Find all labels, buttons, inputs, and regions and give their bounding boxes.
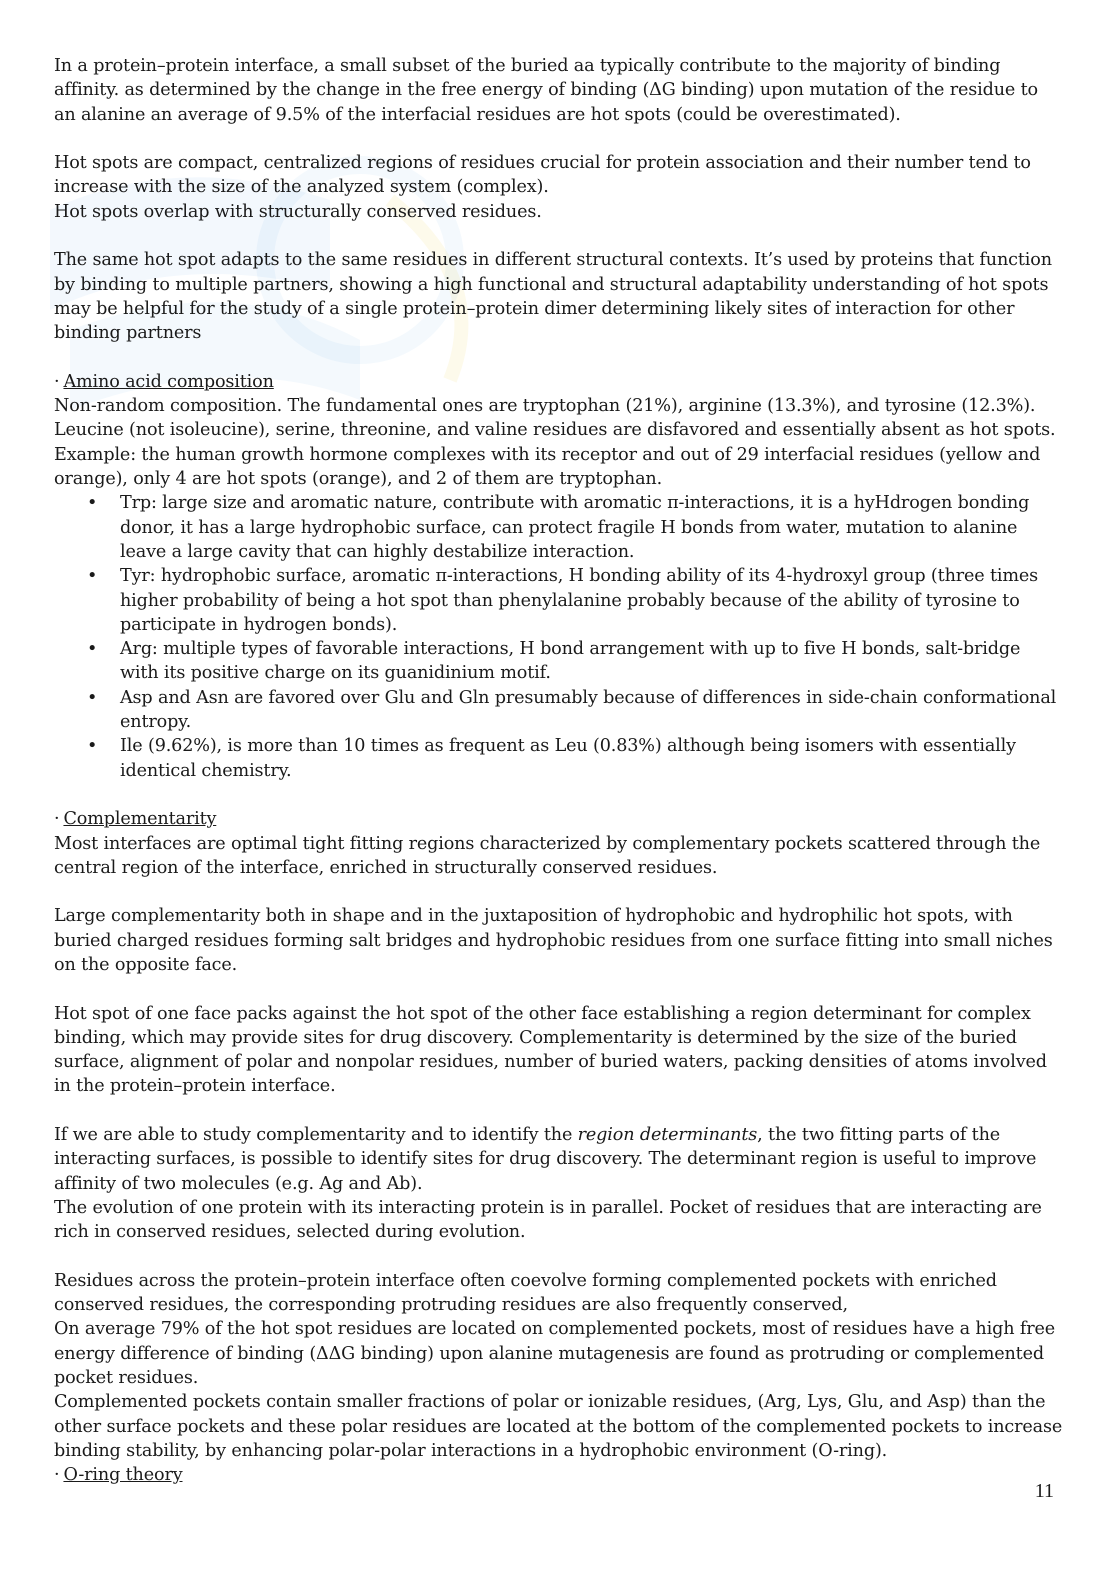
paragraph-hot-spot-conserved: Hot spots overlap with structurally conserved residues. xyxy=(54,201,542,222)
paragraph-disfavored: Leucine (not isoleucine), serine, threonine, and valine residues are disfavored and essentially absent as hot spots. xyxy=(54,420,1056,441)
section-heading-amino-acid-composition xyxy=(54,370,1064,394)
text-run: , the two fitting parts of the interacting surfaces, is possible to identify sites for drug discovery. The determinant region is useful to improve affinity of two molecules (e.g. Ag and Ab). xyxy=(54,1125,1037,1194)
amino-acid-list xyxy=(54,491,1064,783)
page-content xyxy=(54,54,1064,1488)
heading-bullet: · xyxy=(54,809,60,830)
list-item: • Arg: multiple types of favorable interactions, H bond arrangement with up to five H bonds, salt-bridge with its positive charge on its guanidinium motif. xyxy=(54,637,1064,686)
text-run: If we are able to study complementarity and to identify the xyxy=(54,1125,578,1146)
heading-text: Complementarity xyxy=(63,809,217,830)
list-item: • Tyr: hydrophobic surface, aromatic π-interactions, H bonding ability of its 4-hydroxyl group (three times higher probability of being a hot spot than phenylalanine probably because of the ability of tyrosine to participate in hydrogen bonds). xyxy=(54,564,1064,637)
paragraph-hot-spot-definition: In a protein–protein interface, a small subset of the buried aa typically contribute to the majority of binding affinity. as determined by the change in the free energy of binding (ΔG binding) upon mutation of the residue to an alanine an average of 9.5% of the interfacial residues are hot spots (could be overestimated). xyxy=(54,56,1038,125)
section-heading-complementarity xyxy=(54,807,1064,831)
paragraph-average-79: On average 79% of the hot spot residues are located on complemented pockets, most of residues have a high free energy difference of binding (ΔΔG binding) upon alanine mutagenesis are found as protruding or complemented pocket residues. xyxy=(54,1319,1055,1389)
emphasis-region-determinants: region determinants xyxy=(577,1125,758,1146)
list-item: • Trp: large size and aromatic nature, contribute with aromatic π-interactions, it is a hyHdrogen bonding donor, it has a large hydrophobic surface, can protect fragile H bonds from water, mutation to alanine leave a large cavity that can highly destabilize interaction. xyxy=(54,491,1064,564)
paragraph-hot-spot-packing: Hot spot of one face packs against the hot spot of the other face establishing a region determinant for complex binding, which may provide sites for drug discovery. Complementarity is determined by the size of the buried surface, alignment of polar and nonpolar residues, number of buried waters, packing densities of atoms involved in the protein–protein interface. xyxy=(54,1003,1047,1097)
paragraph-evolution: The evolution of one protein with its interacting protein is in parallel. Pocket of residues that are interacting are rich in conserved residues, selected during evolution. xyxy=(54,1197,1042,1243)
paragraph-region-determinants xyxy=(54,1123,1064,1196)
heading-text: O-ring theory xyxy=(63,1465,183,1486)
heading-text: Amino acid composition xyxy=(63,371,274,392)
paragraph-example: Example: the human growth hormone complexes with its receptor and out of 29 interfacial residues (yellow and orange), only 4 are hot spots (orange), and 2 of them are tryptophan. xyxy=(54,444,1041,490)
section-heading-o-ring-theory xyxy=(54,1463,1064,1487)
paragraph-composition: Non-random composition. The fundamental ones are tryptophan (21%), arginine (13.3%), and tyrosine (12.3%). xyxy=(54,396,1036,417)
heading-bullet: · xyxy=(54,1465,60,1486)
paragraph-coevolve: Residues across the protein–protein interface often coevolve forming complemented pockets with enriched conserved residues, the corresponding protruding residues are also frequently conserved, xyxy=(54,1270,997,1316)
paragraph-hot-spot-adapts: The same hot spot adapts to the same residues in different structural contexts. It’s used by proteins that function by binding to multiple partners, showing a high functional and structural adaptability understanding of hot spots may be helpful for the study of a single protein–protein dimer determining likely sites of interaction for other binding partners xyxy=(54,250,1052,344)
paragraph-hot-spot-compact: Hot spots are compact, centralized regions of residues crucial for protein association and their number tend to increase with the size of the analyzed system (complex). xyxy=(54,153,1031,198)
paragraph-optimal-fitting: Most interfaces are optimal tight fitting regions characterized by complementary pockets scattered through the central region of the interface, enriched in structurally conserved residues. xyxy=(54,833,1041,878)
list-item: • Ile (9.62%), is more than 10 times as frequent as Leu (0.83%) although being isomers with essentially identical chemistry. xyxy=(54,734,1064,783)
page-number: 11 xyxy=(1034,1480,1054,1502)
paragraph-large-complementarity: Large complementarity both in shape and in the juxtaposition of hydrophobic and hydrophilic hot spots, with buried charged residues forming salt bridges and hydrophobic residues from one surface fitting into small niches on the opposite face. xyxy=(54,906,1053,975)
heading-bullet: · xyxy=(54,371,60,392)
paragraph-complemented-pockets: Complemented pockets contain smaller fractions of polar or ionizable residues, (Arg, Lys, Glu, and Asp) than the other surface pockets and these polar residues are located at the bottom of the complemented pockets to increase binding stability, by enhancing polar-polar interactions in a hydrophobic environment (O-ring). xyxy=(54,1392,1063,1461)
list-item: • Asp and Asn are favored over Glu and Gln presumably because of differences in side-chain conformational entropy. xyxy=(54,686,1064,735)
